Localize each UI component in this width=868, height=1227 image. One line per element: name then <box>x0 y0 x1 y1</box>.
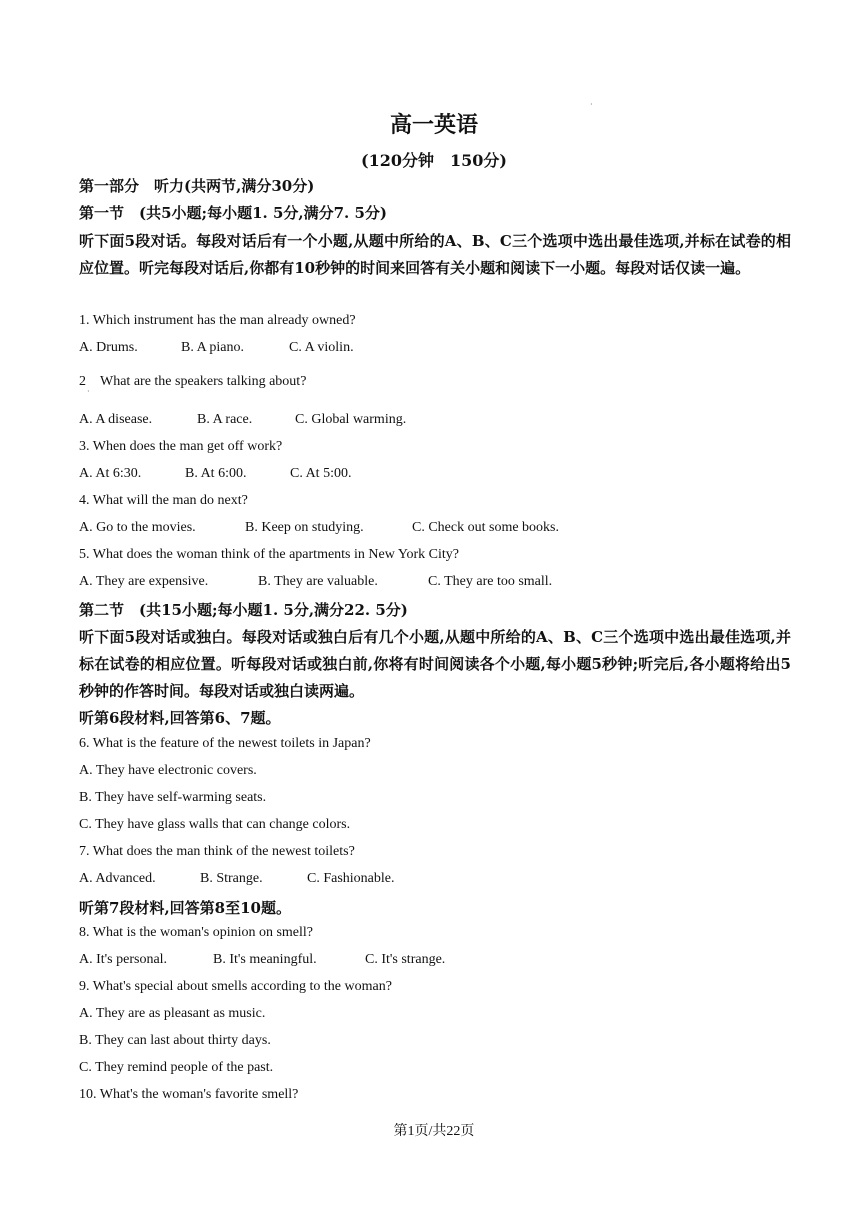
question-2: 2 What are the speakers talking about? <box>79 374 307 389</box>
option-a: A. Advanced. <box>79 871 156 886</box>
question-3-options <box>79 466 351 482</box>
question-1: 1. Which instrument has the man already owned? <box>79 313 356 328</box>
option-b: B. A piano. <box>181 340 245 355</box>
option-b: B. A race. <box>197 412 253 427</box>
option-b: B. Strange. <box>200 871 263 886</box>
question-8: 8. What is the woman's opinion on smell? <box>79 925 314 940</box>
question-5-options <box>79 574 552 590</box>
question-9-option-c: C. They remind people of the past. <box>79 1060 274 1075</box>
question-9: 9. What's special about smells according to the woman? <box>79 979 392 994</box>
option-a: A. Go to the movies. <box>79 520 196 535</box>
option-a: A. It's personal. <box>79 952 168 967</box>
question-6: 6. What is the feature of the newest toilets in Japan? <box>79 736 371 751</box>
option-c: C. Fashionable. <box>307 871 395 886</box>
question-4-options <box>79 520 559 536</box>
option-b: B. Keep on studying. <box>245 520 364 535</box>
option-c: C. Check out some books. <box>412 520 559 535</box>
option-a: A. Drums. <box>79 340 138 355</box>
material-6-heading: 听第6段材料,回答第6、7题。 <box>79 709 281 727</box>
question-3: 3. When does the man get off work? <box>79 439 283 454</box>
question-5: 5. What does the woman think of the apartments in New York City? <box>79 547 460 562</box>
material-7-heading: 听第7段材料,回答第8至10题。 <box>79 899 291 917</box>
question-6-option-b: B. They have self-warming seats. <box>79 790 267 805</box>
question-4: 4. What will the man do next? <box>79 493 248 508</box>
section2-heading: 第二节 (共15小题;每小题1. 5分,满分22. 5分) <box>79 601 408 619</box>
question-6-option-a: A. They have electronic covers. <box>79 763 257 778</box>
section1-instructions: 听下面5段对话。每段对话后有一个小题,从题中所给的A、B、C三个选项中选出最佳选项,并标在试卷的相应位置。听完每段对话后,你都有10秒钟的时间来回答有关小题和阅读下一小题。每段对话仅读一遍。 <box>79 232 791 277</box>
question-8-options <box>79 952 445 968</box>
option-b: B. They are valuable. <box>258 574 378 589</box>
section2-instructions: 听下面5段对话或独白。每段对话或独白后有几个小题,从题中所给的A、B、C三个选项中选出最佳选项,并标在试卷的相应位置。听每段对话或独白前,你将有时间阅读各个小题,每小题5秒钟;听完后,各小题将给出5秒钟的作答时间。每段对话或独白读两遍。 <box>79 628 791 700</box>
question-9-option-a: A. They are as pleasant as music. <box>79 1006 266 1021</box>
question-7-options <box>79 871 395 887</box>
scan-speck: · <box>590 100 593 109</box>
scan-speck: · <box>87 387 90 396</box>
option-a: A. At 6:30. <box>79 466 142 481</box>
part1-heading: 第一部分 听力(共两节,满分30分) <box>79 177 315 195</box>
section1-heading: 第一节 (共5小题;每小题1. 5分,满分7. 5分) <box>79 204 388 222</box>
question-9-option-b: B. They can last about thirty days. <box>79 1033 271 1048</box>
page-number: 第1页/共22页 <box>393 1124 475 1139</box>
question-7: 7. What does the man think of the newest toilets? <box>79 844 355 859</box>
option-c: C. It's strange. <box>365 952 446 967</box>
option-c: C. Global warming. <box>295 412 407 427</box>
page-title: 高一英语 <box>389 112 478 138</box>
question-6-option-c: C. They have glass walls that can change colors. <box>79 817 351 832</box>
question-1-options <box>79 340 354 356</box>
option-a: A. A disease. <box>79 412 153 427</box>
option-c: C. At 5:00. <box>290 466 352 481</box>
option-c: C. A violin. <box>289 340 354 355</box>
exam-duration-score: (120分钟 150分) <box>361 151 507 170</box>
question-2-options <box>79 412 406 428</box>
option-a: A. They are expensive. <box>79 574 209 589</box>
option-b: B. It's meaningful. <box>213 952 317 967</box>
option-b: B. At 6:00. <box>185 466 247 481</box>
option-c: C. They are too small. <box>428 574 553 589</box>
question-10: 10. What's the woman's favorite smell? <box>79 1087 299 1102</box>
